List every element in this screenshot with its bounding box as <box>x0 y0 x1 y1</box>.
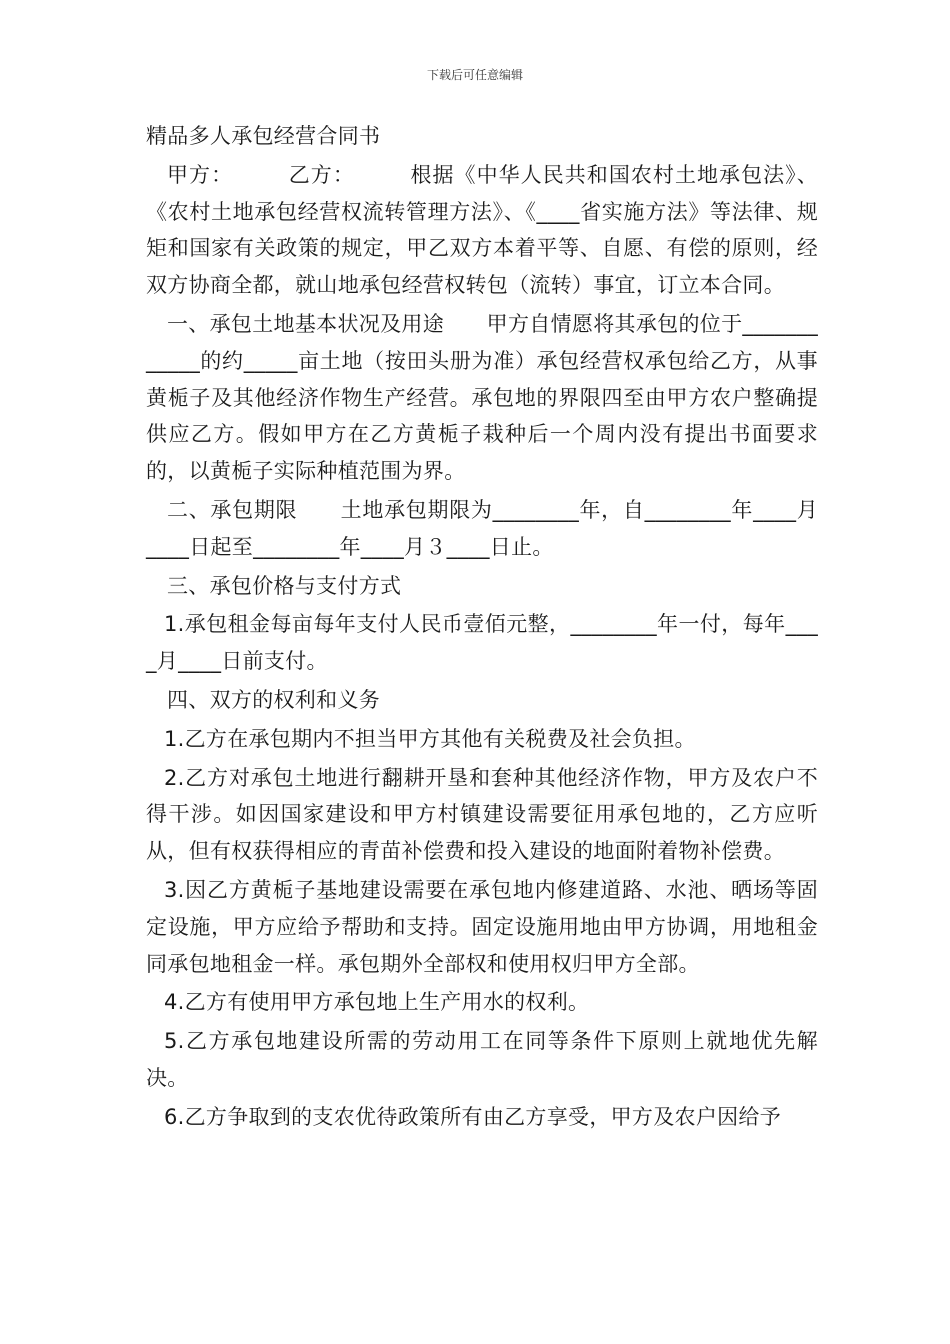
paragraph-4-3: 3.因乙方黄栀子基地建设需要在承包地内修建道路、水池、晒场等固定设施，甲方应给予帮助和支持。固定设施用地由甲方协调，用地租金同承包地租金一样。承包期外全部权和使用权归甲方全部。 <box>146 877 818 976</box>
paragraph-4-2: 2.乙方对承包土地进行翻耕开垦和套种其他经济作物，甲方及农户不得干涉。如因国家建设和甲方村镇建设需要征用承包地的，乙方应听从，但有权获得相应的青苗补偿费和投入建设的地面附着物补偿费。 <box>146 765 818 864</box>
paragraph-3-1: 1.承包租金每亩每年支付人民币壹佰元整，________年一付，每年____月____日前支付。 <box>146 612 818 674</box>
document-title: 精品多人承包经营合同书 <box>146 124 381 148</box>
paragraph-preamble: 甲方： 乙方： 根据《中华人民共和国农村土地承包法》、《农村土地承包经营权流转管理方法》、《____省实施方法》等法律、规矩和国家有关政策的规定，甲乙双方本着平等、自愿、有偿的原则，经双方协商全都，就山地承包经营权转包（流转）事宜，订立本合同。 <box>146 162 818 298</box>
page-header-note: 下载后可任意编辑 <box>426 68 523 82</box>
paragraph-4-5: 5.乙方承包地建设所需的劳动用工在同等条件下原则上就地优先解决。 <box>146 1029 818 1090</box>
paragraph-4-4: 4.乙方有使用甲方承包地上生产用水的权利。 <box>164 990 590 1015</box>
paragraph-section-3-heading: 三、承包价格与支付方式 <box>167 573 402 598</box>
paragraph-section-1: 一、承包土地基本状况及用途 甲方自情愿将其承包的位于____________的约_____亩土地（按田头册为准）承包经营权承包给乙方，从事黄栀子及其他经济作物生产经营。承包地的界限四至由甲方农户整确提供应乙方。假如甲方在乙方黄栀子栽种后一个周内没有提出书面要求的，以黄栀子实际种植范围为界。 <box>146 311 818 484</box>
paragraph-4-1: 1.乙方在承包期内不担当甲方其他有关税费及社会负担。 <box>164 726 696 751</box>
document-body <box>146 118 818 1136</box>
paragraph-section-4-heading: 四、双方的权利和义务 <box>167 687 380 712</box>
paragraph-4-6: 6.乙方争取到的支农优待政策所有由乙方享受，甲方及农户因给予 <box>164 1104 782 1129</box>
paragraph-section-2: 二、承包期限 土地承包期限为________年，自________年____月____日起至________年____月３____日止。 <box>146 497 818 559</box>
